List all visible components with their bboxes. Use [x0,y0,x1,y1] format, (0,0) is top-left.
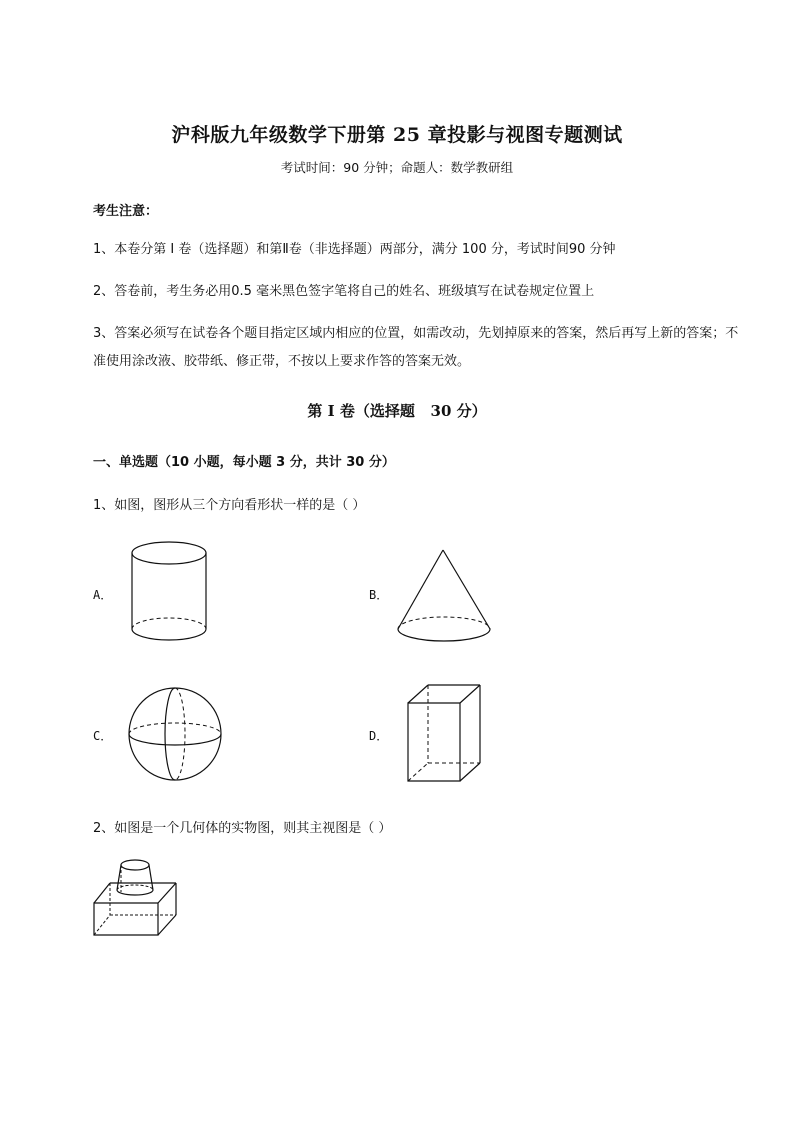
notice-item-1: 1、本卷分第 I 卷（选择题）和第Ⅱ卷（非选择题）两部分，满分 100 分，考试时间90 分钟 [93,242,616,257]
option-c-label[interactable]: C． [93,729,113,743]
page-subtitle: 考试时间：90 分钟；命题人：数学教研组 [280,160,514,175]
notice-item-2: 2、答卷前，考生务必用0.5 毫米黑色签字笔将自己的姓名、班级填写在试卷规定位置上 [93,284,595,299]
cuboid-figure [406,683,484,785]
option-d-label[interactable]: D． [369,729,389,743]
option-a-label[interactable]: A． [93,588,113,602]
cone-figure [396,548,494,646]
notice-heading: 考生注意： [93,204,159,219]
part-heading: 一、单选题（10 小题，每小题 3 分，共计 30 分） [93,455,395,470]
section-title: 第 I 卷（选择题 30 分） [307,402,487,420]
question-1-text: 1、如图，图形从三个方向看形状一样的是（ ） [93,498,366,513]
page-title: 沪科版九年级数学下册第 25 章投影与视图专题测试 [171,124,623,146]
question-2-text: 2、如图是一个几何体的实物图，则其主视图是（ ） [93,821,392,836]
cylinder-figure [130,540,212,648]
notice-item-3: 3、答案必须写在试卷各个题目指定区域内相应的位置，如需改动，先划掉原来的答案，然后再写上新的答案；不准使用涂改液、胶带纸、修正带，不按以上要求作答的答案无效。 [93,326,739,369]
frustum-on-box-figure [92,856,180,938]
option-b-label[interactable]: B． [369,588,389,602]
sphere-figure [127,686,225,784]
